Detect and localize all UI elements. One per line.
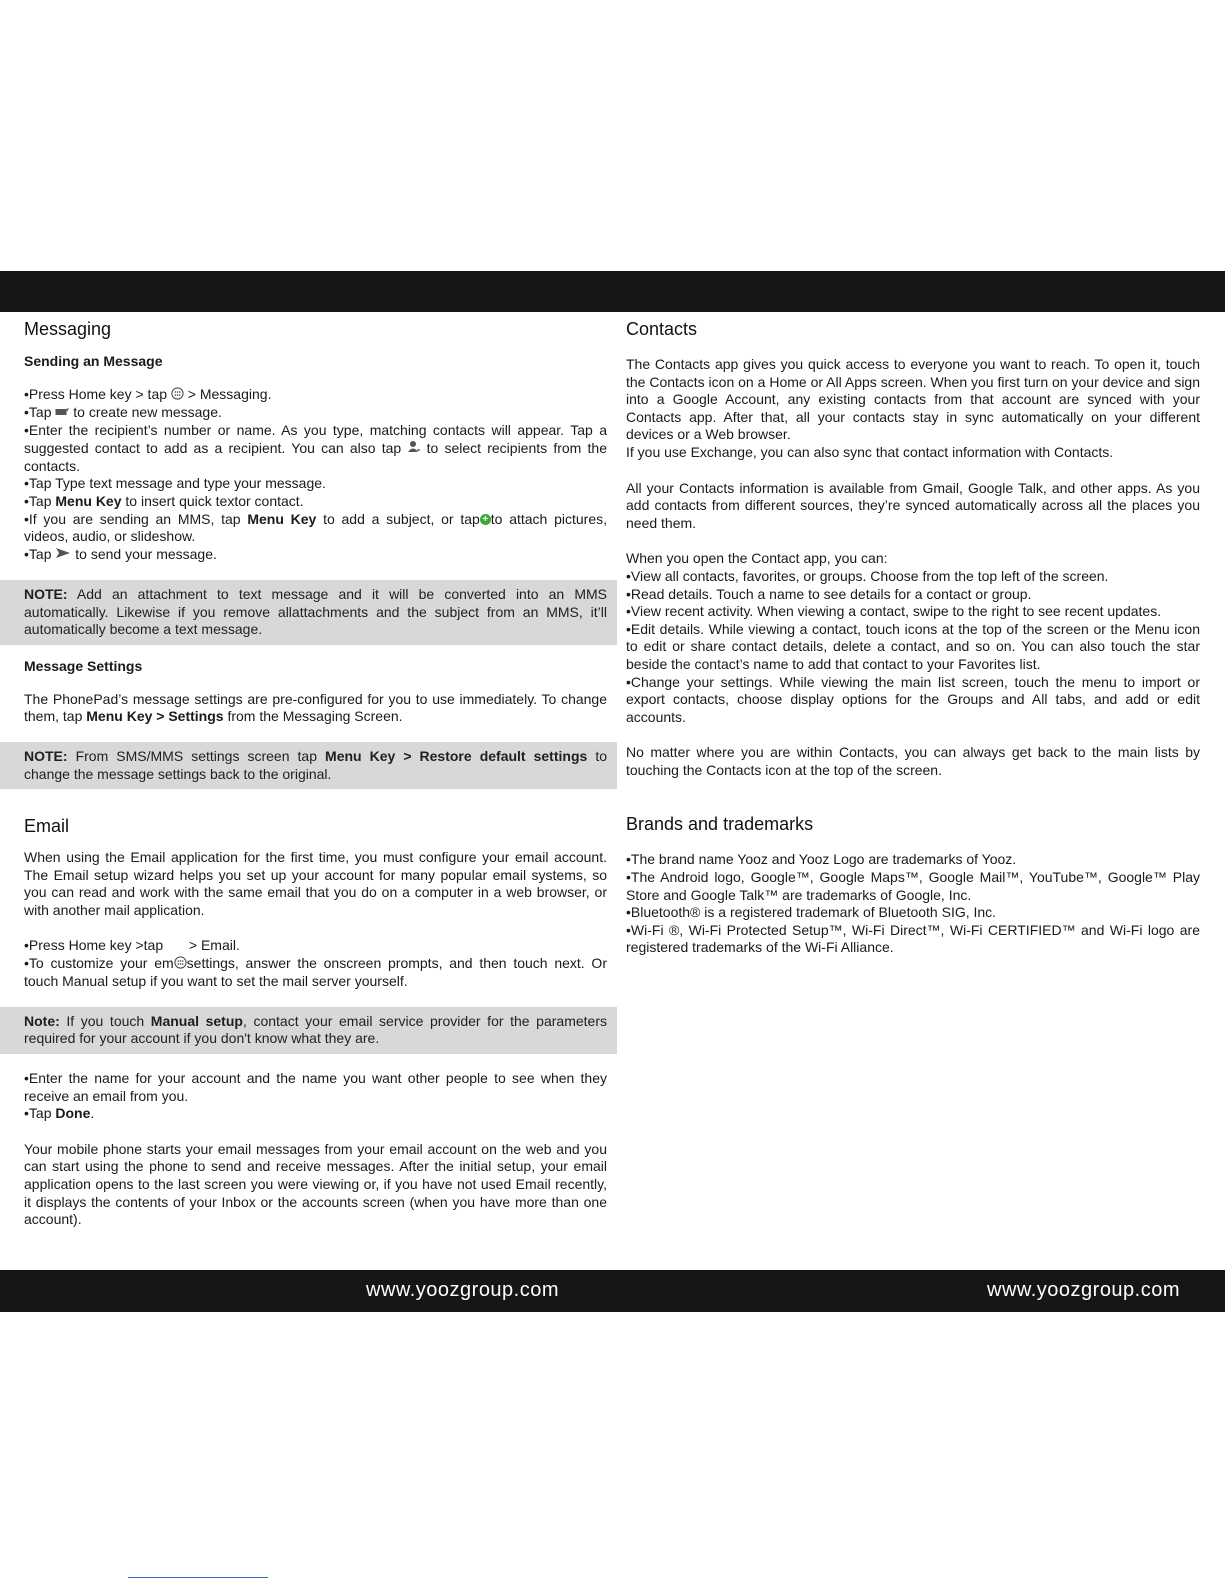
contacts-paragraph: No matter where you are within Contacts, you can always get back to the main lists by touching the Contacts icon at the top of the screen. — [626, 744, 1200, 778]
messaging-title: Messaging — [24, 319, 112, 339]
note-box — [0, 580, 617, 645]
email-bullet: •Tap Done. — [24, 1105, 95, 1122]
contacts-title: Contacts — [626, 319, 698, 339]
note-text: NOTE: Add an attachment to text message and it will be converted into an MMS automatically. Likewise if you remove allattachments and the subject from an MMS, it’ll automatically become a text message. — [24, 585, 607, 638]
messaging-bullet: •If you are sending an MMS, tap Menu Key to add a subject, or tap + to attach pictures, videos, audio, or slideshow. — [24, 510, 607, 545]
contacts-paragraph: The Contacts app gives you quick access to everyone you want to reach. To open it, touch the Contacts icon on a Home or All Apps screen. When you first turn on your device and sign into a Google Account, any existing contacts from that account are synced with your Contacts app. After that, all your contacts stay in sync automatically on your different devices or a Web browser. — [626, 356, 1200, 443]
brands-bullet: •Bluetooth® is a registered trademark of Bluetooth SIG, Inc. — [626, 904, 997, 921]
apps-grid-icon — [171, 387, 184, 405]
brands-bullet: •Wi-Fi ®, Wi-Fi Protected Setup™, Wi-Fi Direct™, Wi-Fi CERTIFIED™ and Wi-Fi logo are registered trademarks of the Wi-Fi Alliance. — [626, 921, 1200, 956]
left-column — [24, 318, 607, 1229]
message-settings-heading: Message Settings — [24, 657, 143, 674]
note-box — [0, 1007, 617, 1054]
header-bar — [0, 271, 1225, 312]
footer-url-right[interactable]: www.yoozgroup.com — [987, 1279, 1181, 1301]
brands-bullet: •The Android logo, Google™, Google Maps™, Google Mail™, YouTube™, Google™ Play Store and Google Talk™ are trademarks of Google, Inc. — [626, 869, 1200, 903]
email-bullet: •Press Home key >tap > Email. — [24, 937, 240, 954]
messaging-bullet: •Press Home key > tap > Messaging. — [24, 386, 607, 404]
messaging-bullet: •Tap to send your message. — [24, 546, 607, 564]
brands-title: Brands and trademarks — [626, 814, 814, 835]
note-box — [0, 742, 617, 789]
email-bullet: •Enter the name for your account and the name you want other people to see when they receive an email from you. — [24, 1069, 607, 1104]
messaging-bullet: •Tap Menu Key to insert quick textor contact. — [24, 493, 304, 510]
messaging-bullet: •Enter the recipient’s number or name. As you type, matching contacts will appear. Tap a suggested contact to add as a recipient. You can also tap to select recipients from the contacts. — [24, 422, 607, 474]
note-text: NOTE: From SMS/MMS settings screen tap Menu Key > Restore default settings to change the message settings back to the original. — [24, 747, 608, 782]
link-underline — [128, 1577, 268, 1578]
contacts-paragraph: If you use Exchange, you can also sync that contact information with Contacts. — [626, 443, 1114, 460]
email-bullet: •To customize your em settings, answer the onscreen prompts, and then touch next. Or touch Manual setup if you want to set the mail server yourself. — [24, 955, 607, 990]
right-column — [626, 318, 1200, 957]
new-message-icon — [55, 405, 69, 423]
contacts-bullet: •View recent activity. When viewing a contact, swipe to the right to see recent updates. — [626, 603, 1162, 620]
person-icon — [407, 440, 420, 458]
contacts-paragraph: When you open the Contact app, you can: — [626, 550, 888, 567]
note-text: Note: If you touch Manual setup, contact your email service provider for the parameters required for your account if you don't know what they are. — [24, 1012, 607, 1047]
email-title: Email — [24, 816, 70, 837]
add-attachment-icon: + — [480, 514, 491, 525]
email-outro: Your mobile phone starts your email messages from your email account on the web and you can start using the phone to send and receive messages. After the initial setup, your email application opens to the last screen you were viewing or, if you have not used Email recently, it displays the contents of your Inbox or the accounts screen (when you have more than one account). — [24, 1140, 607, 1228]
brands-bullet: •The brand name Yooz and Yooz Logo are trademarks of Yooz. — [626, 851, 1017, 868]
messaging-bullet: •Tap to create new message. — [24, 404, 607, 422]
sending-message-heading: Sending an Message — [24, 353, 163, 369]
contacts-bullet: •Edit details. While viewing a contact, touch icons at the top of the screen or the Menu icon to edit or share contact details, delete a contact, and so on. You can also touch the star beside the contact’s name to add that contact to your Favorites list. — [626, 620, 1200, 672]
footer-url-left[interactable]: www.yoozgroup.com — [366, 1279, 560, 1301]
contacts-bullet: •Read details. Touch a name to see details for a contact or group. — [626, 585, 1032, 602]
apps-grid-icon — [174, 956, 187, 974]
email-intro: When using the Email application for the first time, you must configure your email account. The Email setup wizard helps you set up your account for many popular email systems, so you can read and work with the same email that you do on a computer in a web browser, or with another mail application. — [24, 849, 607, 918]
contacts-paragraph: All your Contacts information is available from Gmail, Google Talk, and other apps. As you add contacts from different sources, they’re synced automatically across all the places you need them. — [626, 479, 1200, 531]
send-icon — [55, 546, 71, 564]
contacts-bullet: •View all contacts, favorites, or groups. Choose from the top left of the screen. — [626, 567, 1109, 584]
message-settings-text: The PhonePad’s message settings are pre-configured for you to use immediately. To change them, tap Menu Key > Settings from the Messaging Screen. — [24, 690, 607, 725]
messaging-bullet: •Tap Type text message and type your message. — [24, 475, 326, 492]
contacts-bullet: •Change your settings. While viewing the main list screen, touch the menu to import or export contacts, choose display options for the Groups and All tabs, and add or edit accounts. — [626, 673, 1200, 725]
